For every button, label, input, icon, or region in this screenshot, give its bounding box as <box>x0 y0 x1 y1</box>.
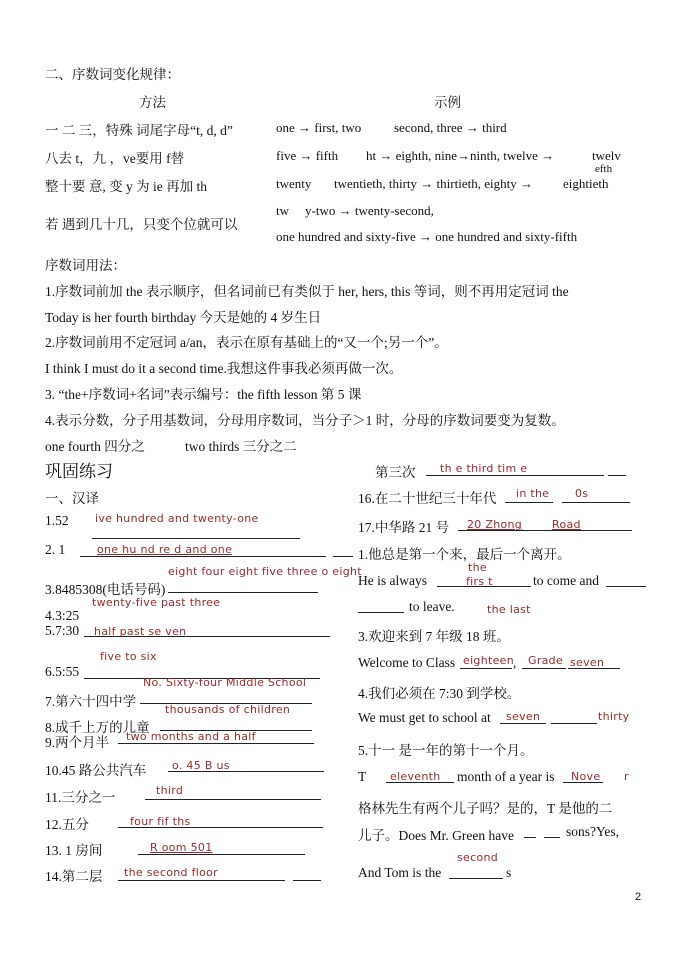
rule-1-example-b: second, three → third <box>394 120 507 135</box>
answer-line <box>505 502 553 503</box>
rule-3-example-a: twenty <box>276 176 312 191</box>
sentence-3-a2[interactable]: Grade <box>528 654 564 667</box>
translation-heading: 一、汉译 <box>45 491 99 506</box>
usage-1: 1.序数词前加 the 表示顺序，但名词前已有类似于 her, hers, this 等词，则不再用定冠词 the <box>45 284 569 299</box>
answer-line <box>563 782 603 783</box>
sentence-6-q: 格林先生有两个儿子吗？是的，T 是他的二 <box>358 801 613 816</box>
right-item-16-a1[interactable]: in the <box>516 487 550 500</box>
answer-text[interactable]: o. 45 B us <box>172 759 230 772</box>
rule-4-example-b: y-two → twenty-second, <box>305 203 434 218</box>
answer-line <box>333 556 353 557</box>
rule-3-example-c: eightieth <box>563 176 609 191</box>
answer-line <box>500 723 546 724</box>
sentence-5-line-a: T <box>358 769 367 784</box>
sentence-5-q: 5.十一 是一年的第十一个月。 <box>358 743 534 758</box>
usage-1-example: Today is her fourth birthday 今天是她的 4 岁生日 <box>45 310 322 325</box>
answer-text[interactable]: No. Sixty-four Middle School <box>143 676 307 689</box>
answer-line <box>118 880 285 881</box>
usage-heading: 序数词用法： <box>45 258 126 273</box>
answer-text[interactable]: the second floor <box>124 866 218 879</box>
right-item-third-time-a[interactable]: th e third tim e <box>440 462 528 475</box>
sentence-4-line: We must get to school at <box>358 710 491 725</box>
right-item-16-a2[interactable]: 0s <box>575 487 589 500</box>
rule-3-example-b: twentieth, thirty → thirtieth, eighty → <box>334 176 533 191</box>
sentence-6-line-end: s <box>506 865 512 880</box>
answer-text[interactable]: R oom 501 <box>150 841 213 854</box>
answer-line <box>145 799 321 800</box>
sentence-5-a3[interactable]: r <box>624 770 629 783</box>
rule-4-example-c: one hundred and sixty-five → one hundred and sixty-fifth <box>276 229 578 244</box>
answer-line <box>293 880 321 881</box>
comma: , <box>513 655 517 670</box>
right-item-17-q: 17.中华路 21 号 <box>358 520 450 535</box>
sentence-1-line-b: to come and <box>533 573 599 588</box>
answer-text[interactable]: thousands of children <box>165 703 291 716</box>
usage-4-example-a: one fourth 四分之 <box>45 439 145 454</box>
answer-text[interactable]: eight four eight five three o eight <box>168 565 362 578</box>
sentence-1-line-c: to leave. <box>409 599 455 614</box>
answer-line <box>449 878 503 879</box>
sentence-6-q2: 儿子。Does Mr. Green have <box>358 828 514 843</box>
practice-heading: 巩固练习 <box>45 462 113 481</box>
answer-line <box>551 723 597 724</box>
usage-2: 2.序数词前用不定冠词 a/an，表示在原有基础上的“又一个;另一个”。 <box>45 335 448 350</box>
answer-line <box>568 668 620 669</box>
usage-4: 4.表示分数，分子用基数词，分母用序数词，当分子＞1 时，分母的序数词要变为复数。 <box>45 413 565 428</box>
answer-line <box>524 837 536 838</box>
answer-line <box>80 556 326 557</box>
answer-line <box>358 612 404 613</box>
answer-text[interactable]: two months and a half <box>126 730 256 743</box>
rule-2-example-c: twelv <box>592 148 621 163</box>
answer-line <box>118 743 314 744</box>
answer-text[interactable]: half past se ven <box>94 625 187 638</box>
answer-line <box>437 586 531 587</box>
sentence-1-a1b[interactable]: firs t <box>466 575 493 588</box>
sentence-5-line-b: month of a year is <box>457 769 555 784</box>
rule-4-example-a: tw <box>276 203 289 218</box>
sentence-1-a1[interactable]: the <box>468 561 487 574</box>
sentence-5-a1[interactable]: eleventh <box>390 770 441 783</box>
answer-line <box>608 475 626 476</box>
right-item-17-a1[interactable]: 20 Zhong <box>467 518 523 531</box>
sentence-5-a2[interactable]: Nove <box>571 770 601 783</box>
sentence-3-q: 3.欢迎来到 7 年级 18 班。 <box>358 629 510 644</box>
right-item-17-a2[interactable]: Road <box>552 518 581 531</box>
answer-line <box>168 771 324 772</box>
answer-text[interactable]: four fif ths <box>130 815 191 828</box>
usage-2-example: I think I must do it a second time.我想这件事我必须再做一次。 <box>45 361 403 376</box>
col-method-header: 方法 <box>139 95 166 110</box>
answer-line <box>426 475 604 476</box>
rule-3-method: 整十要 意, 变 y 为 ie 再加 th <box>45 179 207 194</box>
answer-line <box>168 592 318 593</box>
answer-text[interactable]: twenty-five past three <box>92 596 221 609</box>
col-example-header: 示例 <box>434 95 461 110</box>
answer-line <box>562 502 630 503</box>
sentence-6-q2b: sons?Yes, <box>566 824 620 839</box>
sentence-3-a1[interactable]: eighteen <box>463 654 514 667</box>
page-number: 2 <box>635 891 642 903</box>
answer-line <box>606 586 646 587</box>
rule-4-method: 若 遇到几十几，只变个位就可以 <box>45 217 238 232</box>
sentence-3-a3[interactable]: seven <box>570 656 605 669</box>
answer-text[interactable]: third <box>156 784 184 797</box>
answer-text[interactable]: ive hundred and twenty-one <box>95 512 259 525</box>
sentence-4-q: 4.我们必须在 7:30 到学校。 <box>358 686 521 701</box>
sentence-4-a1[interactable]: seven <box>506 710 541 723</box>
answer-line <box>118 827 323 828</box>
answer-text[interactable]: five to six <box>100 650 157 663</box>
right-item-third-time-q: 第三次 <box>375 465 416 480</box>
rule-2-method: 八去 t，九 ，ve要用 f替 <box>45 151 185 166</box>
answer-line <box>544 837 560 838</box>
answer-text[interactable]: one hu nd re d and one <box>97 543 233 556</box>
sentence-1-line-a: He is always <box>358 573 427 588</box>
sentence-6-a[interactable]: second <box>457 851 499 864</box>
rule-1-method: 一 二 三，特殊 词尾字母“t, d, d” <box>45 123 233 138</box>
answer-line <box>386 782 454 783</box>
sentence-3-line: Welcome to Class <box>358 655 456 670</box>
answer-line <box>458 530 632 531</box>
rule-1-example-a: one → first, two <box>276 120 362 135</box>
sentence-6-line: And Tom is the <box>358 865 442 880</box>
answer-line <box>460 668 512 669</box>
sentence-1-q: 1.他总是第一个来，最后一个离开。 <box>358 547 571 562</box>
sentence-1-a2[interactable]: the last <box>487 603 531 616</box>
answer-line <box>522 668 566 669</box>
rule-2-example-a: five → fifth <box>276 148 339 163</box>
rule-2-example-d: efth <box>595 163 613 175</box>
sentence-4-a2[interactable]: thirty <box>598 710 630 723</box>
answer-line <box>84 636 330 637</box>
usage-3: 3. “the+序数词+名词”表示编号：the fifth lesson 第 5 课 <box>45 387 362 402</box>
rules-heading: 二、序数词变化规律： <box>45 67 180 82</box>
rule-2-example-b: ht → eighth, nine→ninth, twelve → <box>366 148 555 163</box>
answer-line <box>92 538 300 539</box>
usage-4-example-b: two thirds 三分之二 <box>185 439 297 454</box>
answer-line <box>138 854 305 855</box>
right-item-16-q: 16.在二十世纪三十年代 <box>358 491 497 506</box>
